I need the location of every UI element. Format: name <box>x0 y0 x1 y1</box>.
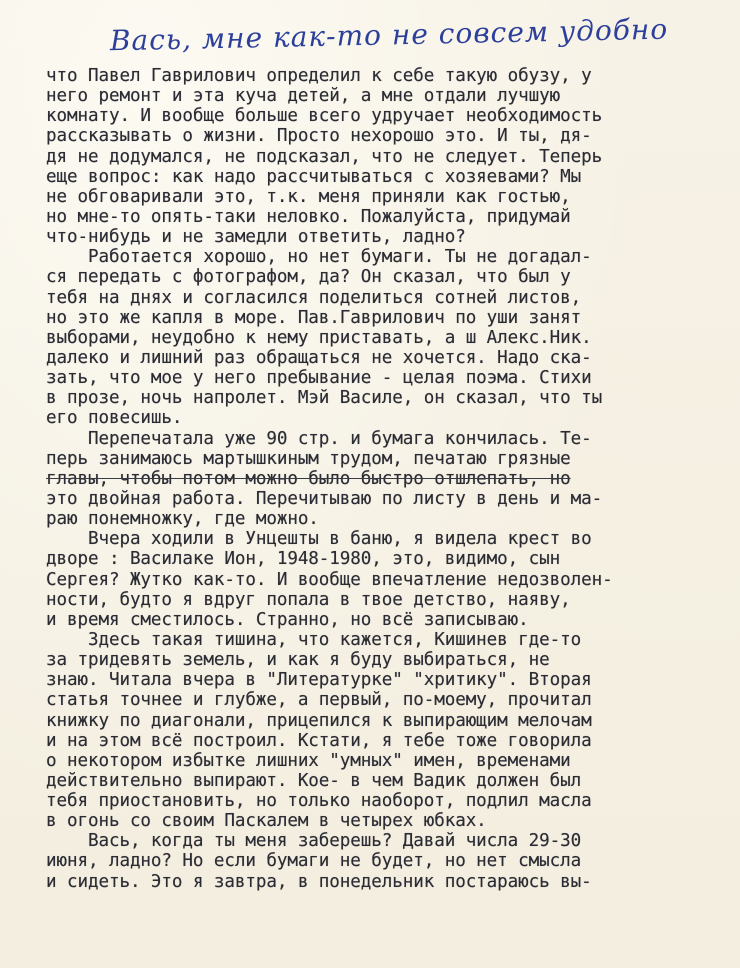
text-line: книжку по диагонали, прицепился к выпирающим мелочам <box>46 710 592 731</box>
text-line: зать, что мое у него пребывание - целая поэма. Стихи <box>46 368 592 389</box>
text-line: в прозе, ночь напролет. Мэй Василе, он сказал, что ты <box>46 388 603 409</box>
text-line: перь занимаюсь мартышкиным трудом, печатаю грязные <box>46 448 571 469</box>
text-line: действительно выпирают. Кое- в чем Вадик должен был <box>46 770 582 791</box>
handwritten-note: Вась, мне как-то не совсем удобно <box>109 12 669 58</box>
text-line: но мне-то опять-таки неловко. Пожалуйста, придумай <box>46 206 571 227</box>
text-line: июня, ладно? Но если бумаги не будет, но нет смысла <box>46 851 582 872</box>
text-line: выборами, неудобно к нему приставать, а ш Алекс.Ник. <box>46 327 592 348</box>
text-line: это двойная работа. Перечитываю по листу в день и ма- <box>46 488 603 509</box>
text-line: дворе : Василаке Ион, 1948-1980, это, видимо, сын <box>46 549 561 570</box>
text-line: Работается хорошо, но нет бумаги. Ты не догадал- <box>46 247 592 268</box>
text-line: раю понемножку, где можно. <box>46 509 319 530</box>
text-line: что Павел Гаврилович определил к себе такую обузу, у <box>46 66 592 86</box>
text-line: и на этом всё построил. Кстати, я тебе тоже говорила <box>46 730 592 751</box>
text-line: и сидеть. Это я завтра, в понедельник постараюсь вы- <box>46 871 592 892</box>
text-line: ности, будто я вдруг попала в твое детство, наяву, <box>46 589 571 610</box>
text-line: в огонь со своим Паскалем в четырех юбках. <box>46 811 487 832</box>
text-line: что-нибудь и не замедли ответить, ладно? <box>46 227 466 248</box>
text-line: знаю. Читала вчера в "Литературке" "хритику". Вторая <box>46 670 592 691</box>
text-line: тебя приостановить, но только наоборот, подлил масла <box>46 791 592 812</box>
text-line: Вчера ходили в Унцешты в баню, я видела крест во <box>46 529 592 550</box>
text-line: о некотором избытке лишних "умных" имен, временами <box>46 750 571 771</box>
text-line: ся передать с фотографом, да? Он сказал, что был у <box>46 267 571 288</box>
text-line: Здесь такая тишина, что кажется, Кишинев где-то <box>46 629 582 650</box>
typed-letter-body <box>46 66 726 892</box>
text-line: Перепечатала уже 90 стр. и бумага кончилась. Те- <box>46 428 592 449</box>
text-line: но это же капля в море. Пав.Гаврилович по уши занят <box>46 307 582 328</box>
text-line: Вась, когда ты меня заберешь? Давай числа 29-30 <box>46 831 582 852</box>
text-line: дя не додумался, не подсказал, что не следует. Теперь <box>46 146 603 167</box>
text-line: рассказывать о жизни. Просто нехорошо это. И ты, дя- <box>46 126 592 147</box>
text-line: статья точнее и глубже, а первый, по-моему, прочитал <box>46 690 592 711</box>
text-line: его повесишь. <box>46 408 183 429</box>
text-line: Сергея? Жутко как-то. И вообще впечатление недозволен- <box>46 569 613 590</box>
text-line: не обговаривали это, т.к. меня приняли как гостью, <box>46 186 571 207</box>
text-line: комнату. И вообще больше всего удручает необходимость <box>46 106 603 127</box>
text-line: далеко и лишний раз обращаться не хочется. Надо ска- <box>46 347 592 368</box>
text-line: тебя на днях и согласился поделиться сотней листов, <box>46 287 582 308</box>
text-line: и время сместилось. Странно, но всё записываю. <box>46 609 529 630</box>
text-line: за тридевять земель, и как я буду выбираться, не <box>46 650 550 671</box>
text-line: него ремонт и эта куча детей, а мне отдали лучшую <box>46 86 561 107</box>
text-line: еще вопрос: как надо рассчитываться с хозяевами? Мы <box>46 166 582 187</box>
struck-text-line: главы, чтобы потом можно было быстро отшлепать, но <box>46 468 571 489</box>
